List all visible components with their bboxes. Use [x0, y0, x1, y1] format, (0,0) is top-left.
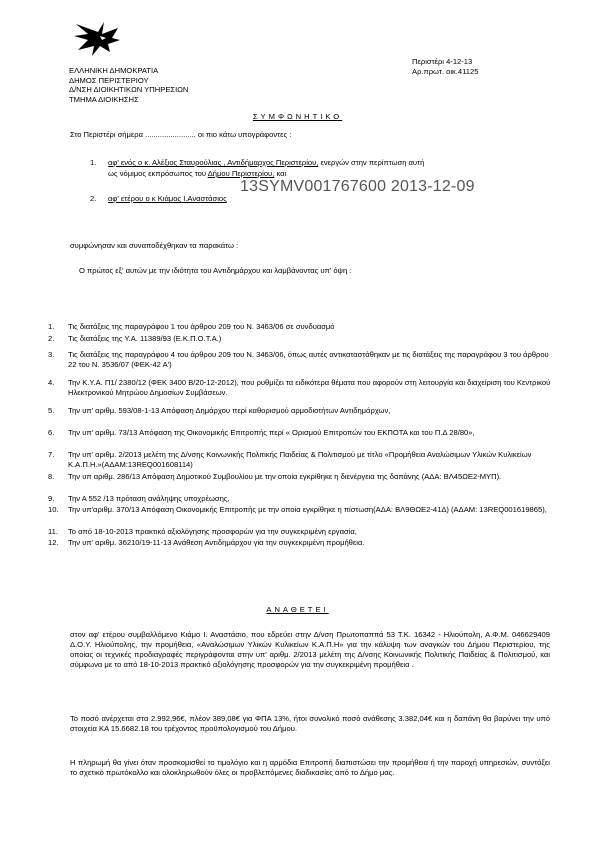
list-item-text: Την υπ αριθμ. 286/13 Απόφαση Δημοτικού Συμβουλίου με την οποία εγκρίθηκε η διενέργεια της δαπάνης (ΑΔΑ: ΒΛ45ΩΕ2-ΜΥΠ).: [68, 472, 502, 481]
list-item-number: 11.: [48, 527, 58, 536]
issuer-block: [69, 66, 188, 104]
assigns-title: ΑΝΑΘΕΤΕΙ: [266, 605, 329, 614]
party-1-number: 1.: [90, 158, 97, 167]
list-item-text: Το από 18-10-2013 πρακτικό αξιολόγησης προσφορών για την συγκεκριμένη εργασία,: [68, 527, 357, 536]
list-item-number: 8.: [48, 472, 55, 481]
list-item-number: 4.: [48, 378, 55, 387]
party-1-name: αφ' ενός ο κ. Αλέξιος Σταυρούλιας , Αντιδήμαρχος Περιστερίου,: [108, 158, 319, 167]
list-item-text: Τις διατάξεις της Υ.Α. 11389/93 (Ε.Κ.Π.Ο.Τ.Α.): [68, 334, 222, 343]
list-item-number: 2.: [48, 334, 55, 343]
issuer-line-2: ΔΗΜΟΣ ΠΕΡΙΣΤΕΡΙΟΥ: [69, 75, 149, 85]
party-2-line: αφ' ετέρου ο κ Κιάμος Ι.Αναστάσιος: [108, 194, 227, 203]
amount-paragraph: Το ποσό ανέρχεται στα 2.992,96€, πλέον 389,08€ για ΦΠΑ 13%, ήτοι συνολικό ποσό ανάθεσης 3.382,04€ και η δαπάνη θα βαρύνει την υπό στοιχεία ΚΑ 15.6682.18 του τρέχοντος προϋπολογισμού του Δήμου.: [70, 714, 550, 733]
date-protocol-block: [412, 57, 478, 77]
party-1-role: ενεργών στην περίπτωση αυτή: [318, 158, 425, 167]
first-party-line: Ο πρώτος εξ' αυτών με την ιδιότητα του Αντιδημάρχου και λαμβάνοντας υπ' όψη :: [79, 266, 352, 275]
list-item-text: Την Α 552 /13 πρόταση ανάληψης υποχρέωσης,: [68, 494, 230, 503]
list-item-text: Τις διατάξεις της παραγράφου 4 του άρθρου 209 του Ν. 3463/06, όπως αυτές αντικαταστάθηκαν με τις διατάξεις της παραγράφου 3 του άρθρου 22 του Ν. 3536/07 (ΦΕΚ-42 Α'): [68, 350, 549, 369]
party-1-capacity: ως νόμιμος εκπρόσωπος του: [108, 169, 208, 178]
payment-paragraph: Η πληρωμή θα γίνει όταν προσκομισθεί το τιμολόγιο και η αρμόδια Επιτροπή διαπιστώσει την προμήθεια ή την παροχή υπηρεσιών, συντάξει το σχετικό πρωτόκολλο και ολοκληρωθούν όλες οι προβλεπόμενες διαδικασίες από το Δήμο μας.: [70, 758, 550, 777]
party-1-municipality: Δήμου Περιστερίου,: [207, 169, 275, 178]
party-1-line-1: [108, 158, 424, 168]
list-item-text: Την υπ' αριθμ. 73/13 Απόφαση της Οικονομικής Επιτροπής περί « Ορισμού Επιτροπών του ΕΚΠΟΤΑ και του Π.Δ 28/80»,: [68, 428, 475, 437]
intro-line: Στο Περιστέρι σήμερα ........................ οι πιο κάτω υπογράφοντες :: [70, 130, 292, 139]
list-item-text: Την υπ' αριθμ. 2/2013 μελέτη της Δ/νσης Κοινωνικής Πολιτικής Παιδείας & Πολιτισμού με τίτλο «Προμήθεια Αναλώσιμων Υλικών Κυλικείων Κ.Α.Π.Η.»(ΑΔΑΜ:13REQ001608114): [68, 450, 532, 469]
list-item-number: 12.: [48, 538, 59, 547]
list-item-number: 6.: [48, 428, 55, 437]
issuer-line-3: Δ/ΝΣΗ ΔΙΟΙΚΗΤΙΚΩΝ ΥΠΗΡΕΣΙΩΝ: [69, 85, 189, 94]
party-2-number: 2.: [90, 194, 97, 203]
list-item-text: Την Κ.Υ.Α. Π1/ 2380/12 (ΦΕΚ 3400 Β/20-12-2012), που ρυθμίζει τα ειδικότερα θέματα που αφορούν στη λειτουργία και διαχείριση του Κεντρικού Ηλεκτρονικού Μητρώου Δημοσίων Συμβάσεων.: [68, 378, 551, 397]
list-item-number: 7.: [48, 450, 55, 459]
place-date: Περιστέρι 4-12-13: [412, 57, 473, 66]
dove-emblem-icon: [72, 18, 124, 60]
document-title: ΣΥΜΦΩΝΗΤΙΚΟ: [252, 112, 343, 121]
assignment-paragraph: στον αφ' ετέρου συμβαλλόμενο Κιάμο Ι. Αναστάσιο, που εδρεύει στην Δ/νση Πρωτοπαππά 53 Τ.Κ. 16342 - Ηλιούπολη, Α.Φ.Μ. 046629409 Δ.Ο.Υ. Ηλιούπολης, την προμήθεια, «Αναλώσιμων Υλικών Κυλικείων Κ.Α.Π.Η» για την κάλυψη των αναγκών του Δήμου Περιστερίου, της οποίας οι τεχνικές προδιαγραφές περιγράφονται στην υπ' αριθμ. 2/2013 μελέτη της Δ/νσης Κοινωνικής Πολιτικής Παιδείας & Πολιτισμού, και σύμφωνα με το από 18-10-2013 πρακτικό αξιολόγησης προσφορών για την συγκεκριμένη προμήθεια .: [70, 630, 550, 669]
registry-stamp: 13SYMV001767600 2013-12-09: [240, 178, 475, 195]
list-item-number: 1.: [48, 322, 55, 331]
issuer-line-1: ΕΛΛΗΝΙΚΗ ΔΗΜΟΚΡΑΤΙΑ: [69, 66, 159, 75]
agreed-line: συμφώνησαν και συναποδέχθηκαν τα παρακάτω :: [70, 241, 239, 250]
list-item-text: Την υπ'αριθμ. 370/13 Απόφαση Οικονομικής Επιτροπής με την οποία εγκρίθηκε η πίστωση(ΑΔΑ: ΒΛ9ΘΩΕ2-41Δ) (ΑΔΑΜ: 13REQ001619865),: [68, 505, 547, 514]
list-item-text: Την υπ' αριθμ. 593/08-1-13 Απόφαση Δημάρχου περί καθορισμού αρμοδιοτήτων Αντιδημάρχων,: [68, 406, 391, 415]
list-item-number: 9.: [48, 494, 55, 503]
list-item-number: 5.: [48, 406, 55, 415]
protocol-number: Αρ.πρωτ. οικ.41125: [412, 67, 479, 76]
party-1-and: και: [274, 169, 287, 178]
list-item-number: 10.: [48, 505, 59, 514]
list-item-text: Τις διατάξεις της παραγράφου 1 του άρθρου 209 του Ν. 3463/06 σε συνδυασμό: [68, 322, 335, 331]
issuer-line-4: ΤΜΗΜΑ ΔΙΟΙΚΗΣΗΣ: [69, 94, 139, 104]
list-item-number: 3.: [48, 350, 55, 359]
list-item-text: Την υπ' αριθμ. 36210/19-11-13 Ανάθεση Αντιδημάρχου για την συγκεκριμένη προμήθεια.: [68, 538, 365, 547]
